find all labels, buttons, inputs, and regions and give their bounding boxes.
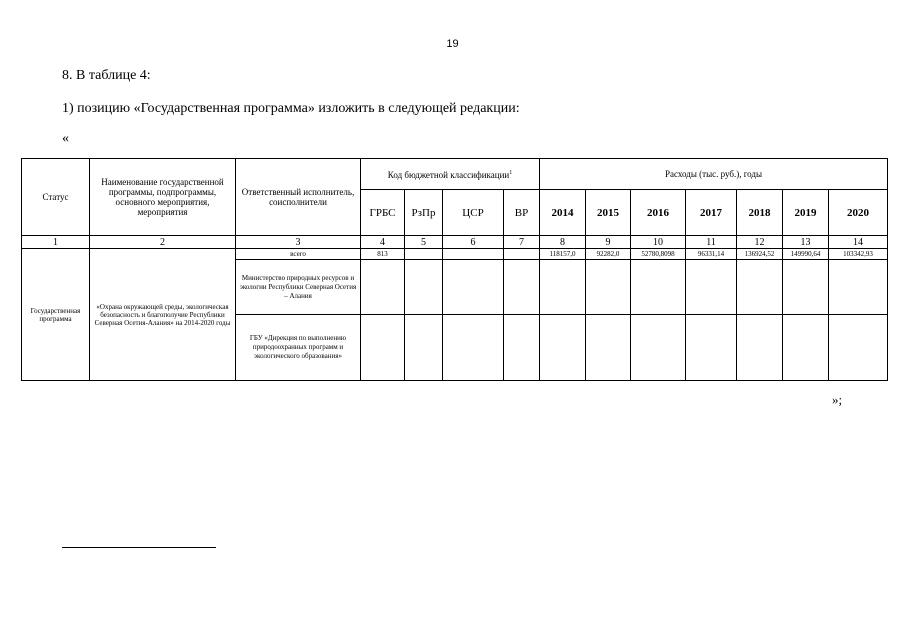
header-year: 2019 bbox=[783, 190, 829, 236]
empty-cell bbox=[686, 260, 737, 315]
coexecutor-cell: ГБУ «Дирекция по выполнению природоохранных программ и экологического образования» bbox=[236, 315, 361, 381]
column-number: 1 bbox=[22, 236, 90, 249]
empty-cell bbox=[737, 260, 783, 315]
empty-cell bbox=[361, 260, 405, 315]
empty-cell bbox=[504, 260, 540, 315]
empty-cell bbox=[631, 260, 686, 315]
column-number: 11 bbox=[686, 236, 737, 249]
empty-cell bbox=[737, 315, 783, 381]
empty-cell bbox=[586, 260, 631, 315]
empty-cell bbox=[405, 315, 443, 381]
header-year: 2014 bbox=[540, 190, 586, 236]
column-number: 2 bbox=[90, 236, 236, 249]
empty-cell bbox=[504, 315, 540, 381]
empty-cell bbox=[829, 260, 888, 315]
empty-cell bbox=[405, 249, 443, 260]
executor-cell: Министерство природных ресурсов и экологии Республики Северная Осетия – Алания bbox=[236, 260, 361, 315]
column-number: 3 bbox=[236, 236, 361, 249]
empty-cell bbox=[504, 249, 540, 260]
column-number: 5 bbox=[405, 236, 443, 249]
empty-cell bbox=[540, 315, 586, 381]
column-number: 14 bbox=[829, 236, 888, 249]
total-2020-cell: 103342,93 bbox=[829, 249, 888, 260]
column-number: 4 bbox=[361, 236, 405, 249]
page-number: 19 bbox=[446, 38, 459, 50]
header-responsible: Ответственный исполнитель, соисполнители bbox=[236, 159, 361, 236]
closing-quote: »; bbox=[832, 392, 843, 407]
empty-cell bbox=[361, 315, 405, 381]
program-name-cell: «Охрана окружающей среды, экологическая безопасность и благополучие Республики Северная Осетия-Алания» на 2014-2020 годы bbox=[90, 249, 236, 381]
header-year: 2016 bbox=[631, 190, 686, 236]
empty-cell bbox=[443, 260, 504, 315]
header-budget-code bbox=[361, 159, 540, 190]
empty-cell bbox=[443, 249, 504, 260]
column-number: 9 bbox=[586, 236, 631, 249]
header-year: 2020 bbox=[829, 190, 888, 236]
status-cell: Государственная программа bbox=[22, 249, 90, 381]
total-2018-cell: 136924,52 bbox=[737, 249, 783, 260]
column-number: 10 bbox=[631, 236, 686, 249]
total-label-cell: всего bbox=[236, 249, 361, 260]
empty-cell bbox=[586, 315, 631, 381]
total-2014-cell: 118157,0 bbox=[540, 249, 586, 260]
budget-table bbox=[21, 158, 888, 381]
header-status: Статус bbox=[22, 159, 90, 236]
header-csr: ЦСР bbox=[443, 190, 504, 236]
header-grbs: ГРБС bbox=[361, 190, 405, 236]
empty-cell bbox=[405, 260, 443, 315]
header-year: 2018 bbox=[737, 190, 783, 236]
header-vr: ВР bbox=[504, 190, 540, 236]
total-2017-cell: 96331,14 bbox=[686, 249, 737, 260]
column-number: 7 bbox=[504, 236, 540, 249]
header-year: 2017 bbox=[686, 190, 737, 236]
grbs-cell: 813 bbox=[361, 249, 405, 260]
empty-cell bbox=[783, 315, 829, 381]
empty-cell bbox=[783, 260, 829, 315]
total-2019-cell: 149990,64 bbox=[783, 249, 829, 260]
column-number: 12 bbox=[737, 236, 783, 249]
header-year: 2015 bbox=[586, 190, 631, 236]
paragraph-item-8: 8. В таблице 4: bbox=[62, 68, 151, 83]
empty-cell bbox=[631, 315, 686, 381]
footnote-ref: 1 bbox=[509, 170, 513, 176]
empty-cell bbox=[829, 315, 888, 381]
opening-quote: « bbox=[62, 131, 69, 146]
total-2016-cell: 52780,8098 bbox=[631, 249, 686, 260]
header-program-name: Наименование государственной программы, подпрограммы, основного мероприятия, мероприятия bbox=[90, 159, 236, 236]
header-budget-code-label: Код бюджетной классификации bbox=[387, 170, 510, 180]
column-number: 6 bbox=[443, 236, 504, 249]
empty-cell bbox=[540, 260, 586, 315]
paragraph-subitem-1: 1) позицию «Государственная программа» изложить в следующей редакции: bbox=[62, 101, 520, 116]
column-number: 13 bbox=[783, 236, 829, 249]
header-expenses: Расходы (тыс. руб.), годы bbox=[540, 159, 888, 190]
column-number: 8 bbox=[540, 236, 586, 249]
footnote-separator bbox=[62, 547, 216, 548]
total-2015-cell: 92282,0 bbox=[586, 249, 631, 260]
empty-cell bbox=[686, 315, 737, 381]
empty-cell bbox=[443, 315, 504, 381]
header-rzpr: РзПр bbox=[405, 190, 443, 236]
